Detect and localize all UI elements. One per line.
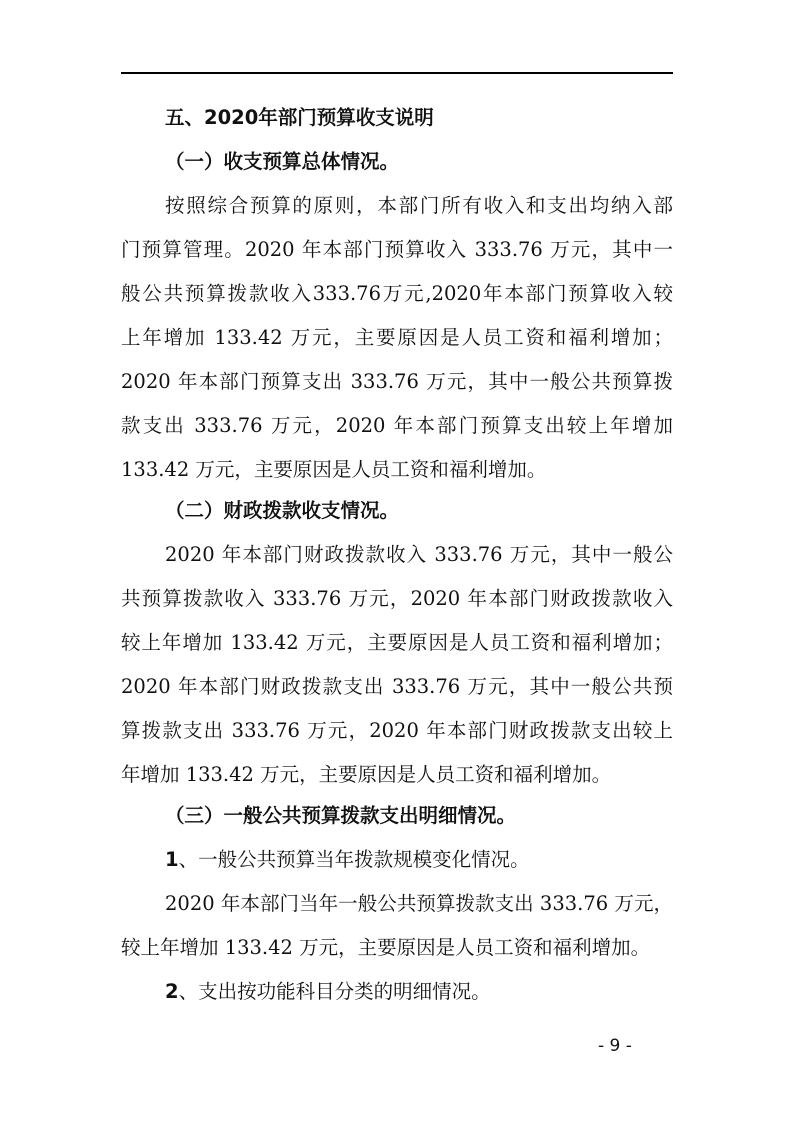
list-item-number: 1 xyxy=(165,848,179,871)
section-title: 五、2020年部门预算收支说明 xyxy=(165,106,434,129)
paragraph-line: 2020 年本部门财政拨款支出 333.76 万元，其中一般公共预 xyxy=(121,675,673,698)
header-rule xyxy=(121,72,673,74)
page-number: - 9 - xyxy=(598,1036,632,1056)
list-item-text: 、支出按功能科目分类的明细情况。 xyxy=(178,980,491,1003)
list-item-2 xyxy=(121,978,673,1006)
paragraph-line: 年增加 133.42 万元，主要原因是人员工资和福利增加。 xyxy=(121,763,612,786)
paragraph-line: 133.42 万元，主要原因是人员工资和福利增加。 xyxy=(121,458,547,481)
paragraph-line: 较上年增加 133.42 万元，主要原因是人员工资和福利增加。 xyxy=(121,936,651,959)
paragraph-line: 共预算拨款收入 333.76 万元，2020 年本部门财政拨款收入 xyxy=(121,587,673,610)
paragraph-line: 算拨款支出 333.76 万元，2020 年本部门财政拨款支出较上 xyxy=(121,719,673,742)
paragraph-line: 款支出 333.76 万元，2020 年本部门预算支出较上年增加 xyxy=(121,414,673,437)
paragraph-line: 2020 年本部门预算支出 333.76 万元，其中一般公共预算拨 xyxy=(121,370,673,393)
paragraph-line: 较上年增加 133.42 万元，主要原因是人员工资和福利增加； xyxy=(121,631,673,654)
paragraph-line: 上年增加 133.42 万元，主要原因是人员工资和福利增加； xyxy=(121,326,673,349)
paragraph-line: 2020 年本部门当年一般公共预算拨款支出 333.76 万元， xyxy=(165,892,673,915)
list-item-number: 2 xyxy=(165,980,179,1003)
paragraph-line: 门预算管理。2020 年本部门预算收入 333.76 万元，其中一 xyxy=(121,238,673,261)
subsection-heading-2: （二）财政拨款收支情况。 xyxy=(165,499,400,522)
paragraph-line: 般公共预算拨款收入333.76万元,2020年本部门预算收入较 xyxy=(121,282,673,305)
paragraph-line: 2020 年本部门财政拨款收入 333.76 万元，其中一般公 xyxy=(165,543,673,566)
list-item-1 xyxy=(121,846,673,874)
list-item-text: 、一般公共预算当年拨款规模变化情况。 xyxy=(178,848,530,871)
paragraph-line: 按照综合预算的原则，本部门所有收入和支出均纳入部 xyxy=(165,194,673,217)
subsection-heading-3: （三）一般公共预算拨款支出明细情况。 xyxy=(165,804,517,827)
subsection-heading-1: （一）收支预算总体情况。 xyxy=(165,150,400,173)
